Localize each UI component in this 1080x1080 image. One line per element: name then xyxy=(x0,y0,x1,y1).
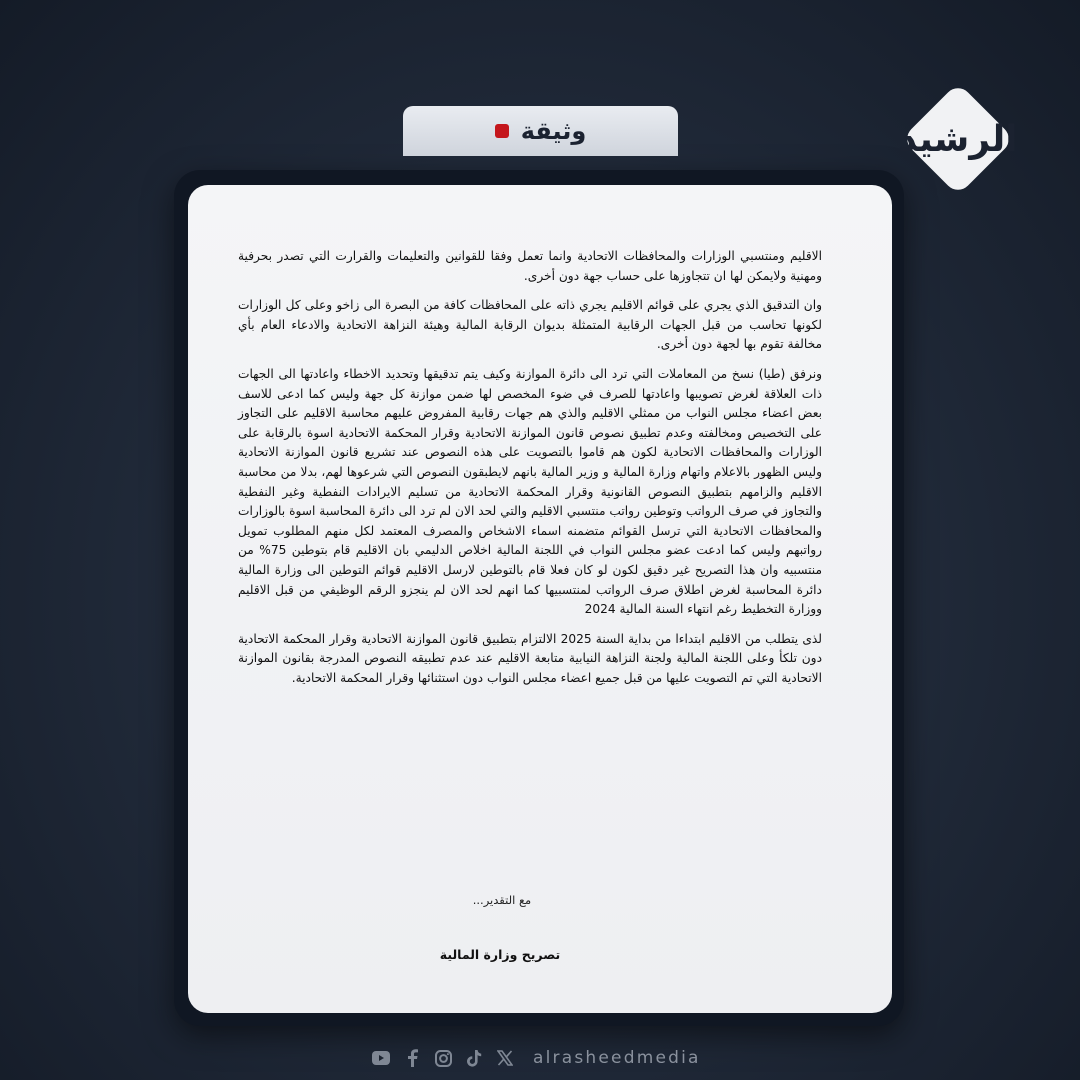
signature-text: تصريح وزارة المالية xyxy=(439,947,561,962)
instagram-icon[interactable] xyxy=(434,1049,452,1067)
red-dot-icon xyxy=(495,124,509,138)
signature xyxy=(188,947,892,962)
logo-text: الرشيد xyxy=(898,118,1018,160)
tiktok-icon[interactable] xyxy=(465,1049,483,1067)
document-page xyxy=(188,185,892,1013)
footer-handle[interactable]: alrasheedmedia xyxy=(533,1048,701,1068)
badge-label: وثيقة xyxy=(520,117,587,145)
paragraph-1: الاقليم ومنتسبي الوزارات والمحافظات الاتحادية وانما تعمل وفقا للقوانين والتعليمات والقرارت التي تصدر بحرفية ومهنية ولايمكن لها ان تتجاوزها على حساب جهة دون أخرى. xyxy=(238,249,822,283)
paragraph-4: لذى يتطلب من الاقليم ابتداءا من بداية السنة 2025 الالتزام بتطبيق قانون الموازنة الاتحادية وقرار المحكمة الاتحادية دون تلكأ وعلى اللجنة المالية ولجنة النزاهة النيابية متابعة الاقليم عند عدم تطبيقه النصوص المدرجة بقانون الموازنة الاتحادية التي تم التصويت عليها من قبل جميع اعضاء مجلس النواب دون استثنائها وقرار المحكمة الاتحادية. xyxy=(238,631,822,685)
facebook-icon[interactable] xyxy=(403,1049,421,1067)
paragraph-3: ونرفق (طيا) نسخ من المعاملات التي ترد الى دائرة الموازنة وكيف يتم تدقيقها وتحديد الاخطاء واعادتها الى الجهات ذات العلاقة لغرض تصويبها واعادتها للصرف في ضوء المخصص لها ضمن موازنة كل جهة وليس كما ادعى للاسف بعض اعضاء مجلس النواب من ممثلي الاقليم والذي هم جهات رقابية المفروض عليهم محاسبة الاقليم على التجاوز على التخصيص ومخالفته وعدم تطبيق نصوص قانون الموازنة الاتحادية وقرار المحكمة الاتحادية اسوة بالرقابة على الوزارات والمحافظات الاتحادية لكون هم قاموا بالتصويت على هذه النصوص عند تشريع قانون الموازنة الاتحادية وليس الظهور بالاعلام واتهام وزارة المالية و وزير المالية بانهم لايطبقون النصوص التي شرعوها لهم، بدلا من محاسبة الاقليم والزامهم بتطبيق النصوص القانونية وقرار المحكمة الاتحادية من تسليم الايرادات النفطية وغير النفطية والتجاوز في صرف الرواتب وتوطين رواتب منتسبي الاقليم والتي لحد الان لم ترد الى دائرة المحاسبة اسوة بالوزارات والمحافظات الاتحادية التي ترسل القوائم متضمنه اسماء الاشخاص والمصرف المعتمد لكل منهم المطلوب تمويل رواتبهم وليس كما ادعت عضو مجلس النواب في اللجنة المالية اخلاص الدليمي بان الاقليم قام بتوطين 75% من منتسبيه وان هذا التصريح غير دقيق لكون لو كان فعلا قام بالتوطين لارسل الاقليم قوائم التوطين الى وزارة المالية دائرة المحاسبة لغرض اطلاق صرف الرواتب لمنتسبيها كما انهم لحد الان لم ينجزو الرقم الوظيفي من قبل الاقليم ووزارة التخطيط رغم انتهاء السنة المالية 2024 xyxy=(238,366,823,617)
x-icon[interactable] xyxy=(496,1049,514,1067)
paragraph-2: وان التدقيق الذي يجري على قوائم الاقليم يجري ذاته على المحافظات كافة من البصرة الى زاخو وعلى كل الوزارات لكونها تحاسب من قبل الجهات الرقابية المتمثلة بديوان الرقابة المالية وهيئة النزاهة الاتحادية والادعاء العام بأي مخالفة تقوم بها لجهة دون أخرى. xyxy=(238,298,822,352)
document-badge xyxy=(403,106,678,156)
alrasheed-logo xyxy=(892,73,1024,205)
closing-text: مع التقدير... xyxy=(472,893,532,907)
youtube-icon[interactable] xyxy=(372,1049,390,1067)
social-footer xyxy=(372,1044,701,1072)
closing-line xyxy=(188,893,892,907)
document-body xyxy=(238,247,822,698)
